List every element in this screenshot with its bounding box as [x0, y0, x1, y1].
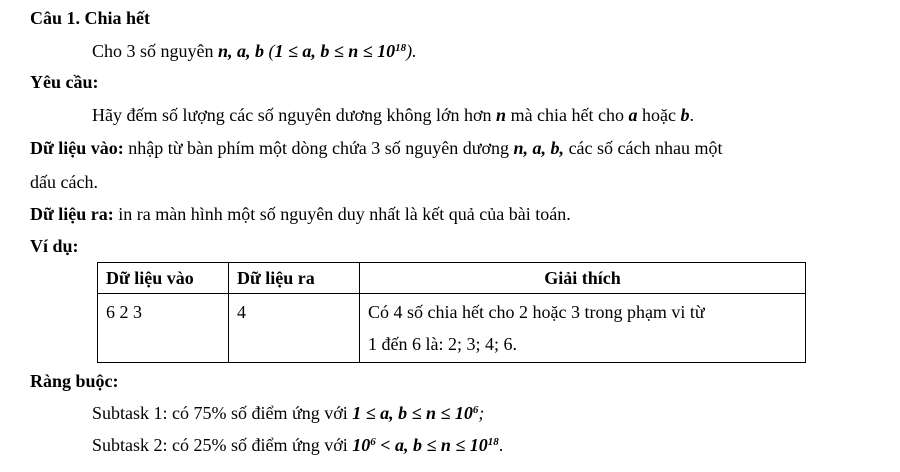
constraints-heading: Ràng buộc: — [30, 371, 119, 391]
cell-explain — [360, 294, 806, 363]
header-output: Dữ liệu ra — [229, 263, 360, 294]
subtask-2-condition — [352, 435, 499, 455]
subtask-2-suffix: . — [498, 435, 504, 455]
intro-vars: n, a, b — [218, 41, 265, 61]
intro-line — [92, 40, 417, 62]
example-heading: Ví dụ: — [30, 236, 79, 256]
subtask-2 — [92, 434, 503, 456]
input-vars: n, a, b, — [513, 138, 565, 158]
requirement-line — [92, 104, 694, 126]
intro-range — [275, 41, 407, 61]
subtask-2-base: 10 — [352, 435, 371, 455]
example-table-header-row — [98, 263, 806, 294]
subtask-1 — [92, 402, 484, 424]
subtask-1-condition — [352, 403, 478, 423]
subtask-1-exponent: 6 — [472, 404, 479, 416]
example-table — [97, 262, 806, 363]
requirement-b: b — [680, 105, 690, 125]
output-label: Dữ liệu ra: — [30, 204, 114, 224]
requirement-a: a — [628, 105, 638, 125]
cell-explain-line-2: 1 đến 6 là: 2; 3; 4; 6. — [368, 334, 517, 354]
cell-output: 4 — [229, 294, 360, 363]
requirement-end: . — [689, 105, 694, 125]
header-input: Dữ liệu vào — [98, 263, 229, 294]
intro-range-close: ). — [406, 41, 417, 61]
requirement-heading: Yêu cầu: — [30, 72, 99, 92]
header-explain: Giải thích — [360, 263, 806, 294]
intro-range-exponent: 18 — [395, 42, 407, 54]
intro-range-open: ( — [264, 41, 275, 61]
subtask-2-prefix: Subtask 2: có 25% số điểm ứng với — [92, 435, 353, 455]
subtask-1-prefix: Subtask 1: có 75% số điểm ứng với — [92, 403, 353, 423]
input-line — [30, 137, 723, 159]
cell-explain-line-1: Có 4 số chia hết cho 2 hoặc 3 trong phạm vi từ — [368, 302, 705, 322]
input-line-2: dấu cách. — [30, 172, 98, 192]
subtask-1-condition-base: 1 ≤ a, b ≤ n ≤ 10 — [352, 403, 473, 423]
intro-range-base: 1 ≤ a, b ≤ n ≤ 10 — [274, 41, 396, 61]
input-text2: các số cách nhau một — [564, 138, 723, 158]
subtask-2-condition-rest: < a, b ≤ n ≤ 10 — [375, 435, 488, 455]
cell-input: 6 2 3 — [98, 294, 229, 363]
requirement-middle: mà chia hết cho — [506, 105, 629, 125]
requirement-or: hoặc — [637, 105, 681, 125]
input-label: Dữ liệu vào: — [30, 138, 124, 158]
requirement-text: Hãy đếm số lượng các số nguyên dương không lớn hơn — [92, 105, 497, 125]
subtask-2-base-exponent: 6 — [370, 436, 376, 448]
input-text: nhập từ bàn phím một dòng chứa 3 số nguyên dương — [123, 138, 514, 158]
subtask-1-suffix: ; — [478, 403, 485, 423]
output-line — [30, 203, 571, 225]
intro-prefix: Cho 3 số nguyên — [92, 41, 218, 61]
output-text: in ra màn hình một số nguyên duy nhất là kết quả của bài toán. — [113, 204, 571, 224]
table-row — [98, 294, 806, 363]
requirement-n: n — [496, 105, 507, 125]
problem-title: Câu 1. Chia hết — [30, 8, 151, 28]
subtask-2-exponent: 18 — [487, 436, 499, 448]
